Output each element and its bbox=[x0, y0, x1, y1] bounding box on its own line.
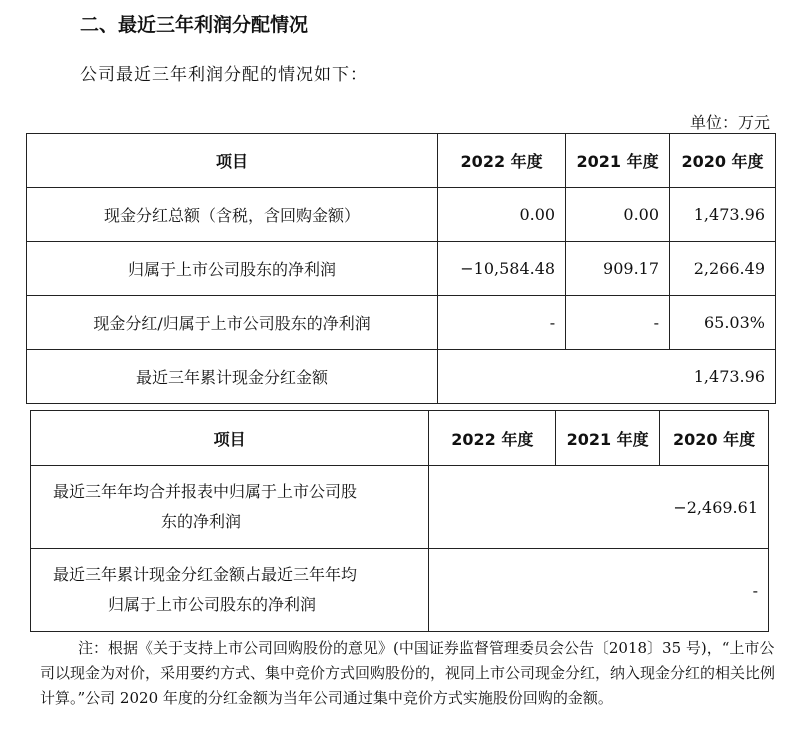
header-2021: 2021 年度 bbox=[556, 411, 660, 466]
value-2022: −10,584.48 bbox=[438, 242, 566, 296]
header-2020: 2020 年度 bbox=[660, 411, 769, 466]
header-2022: 2022 年度 bbox=[438, 134, 566, 188]
row-label bbox=[31, 466, 429, 549]
table-header-row bbox=[27, 134, 776, 188]
row-label: 归属于上市公司股东的净利润 bbox=[27, 242, 438, 296]
header-item: 项目 bbox=[31, 411, 429, 466]
row-value: −2,469.61 bbox=[429, 466, 769, 549]
value-2022: - bbox=[438, 296, 566, 350]
value-2021: 909.17 bbox=[566, 242, 670, 296]
table-row bbox=[31, 549, 769, 632]
value-2020: 2,266.49 bbox=[670, 242, 776, 296]
total-label: 最近三年累计现金分红金额 bbox=[27, 350, 438, 404]
table-total-row bbox=[27, 350, 776, 404]
footnote-text: 注：根据《关于支持上市公司回购股份的意见》(中国证券监督管理委员会公告〔2018〕35 号)，“上市公司以现金为对价，采用要约方式、集中竞价方式回购股份的，视同上市公司现金分红，纳入现金分红的相关比例计算。”公司 2020 年度的分红金额为当年公司通过集中竞价方式实施股份回购的金额。 bbox=[40, 639, 776, 707]
row-label-line: 归属于上市公司股东的净利润 bbox=[108, 595, 317, 614]
value-2020: 65.03% bbox=[670, 296, 776, 350]
row-label-line: 东的净利润 bbox=[161, 512, 242, 531]
footnote bbox=[40, 636, 775, 711]
row-label: 现金分红/归属于上市公司股东的净利润 bbox=[27, 296, 438, 350]
average-profit-table bbox=[30, 410, 769, 632]
header-2020: 2020 年度 bbox=[670, 134, 776, 188]
table-row bbox=[27, 296, 776, 350]
row-label: 现金分红总额（含税，含回购金额） bbox=[27, 188, 438, 242]
table-row bbox=[27, 188, 776, 242]
unit-label: 单位：万元 bbox=[689, 113, 770, 132]
value-2022: 0.00 bbox=[438, 188, 566, 242]
row-label-line: 最近三年年均合并报表中归属于上市公司股 bbox=[53, 482, 358, 501]
header-2021: 2021 年度 bbox=[566, 134, 670, 188]
row-label bbox=[31, 549, 429, 632]
value-2020: 1,473.96 bbox=[670, 188, 776, 242]
row-value: - bbox=[429, 549, 769, 632]
value-2021: 0.00 bbox=[566, 188, 670, 242]
value-2021: - bbox=[566, 296, 670, 350]
header-item: 项目 bbox=[27, 134, 438, 188]
table-row bbox=[31, 466, 769, 549]
total-value: 1,473.96 bbox=[438, 350, 776, 404]
table-header-row bbox=[31, 411, 769, 466]
header-2022: 2022 年度 bbox=[429, 411, 556, 466]
section-heading: 二、最近三年利润分配情况 bbox=[80, 14, 309, 36]
profit-distribution-table bbox=[26, 133, 776, 404]
intro-text: 公司最近三年利润分配的情况如下： bbox=[80, 65, 368, 85]
table-row bbox=[27, 242, 776, 296]
row-label-line: 最近三年累计现金分红金额占最近三年年均 bbox=[53, 565, 358, 584]
